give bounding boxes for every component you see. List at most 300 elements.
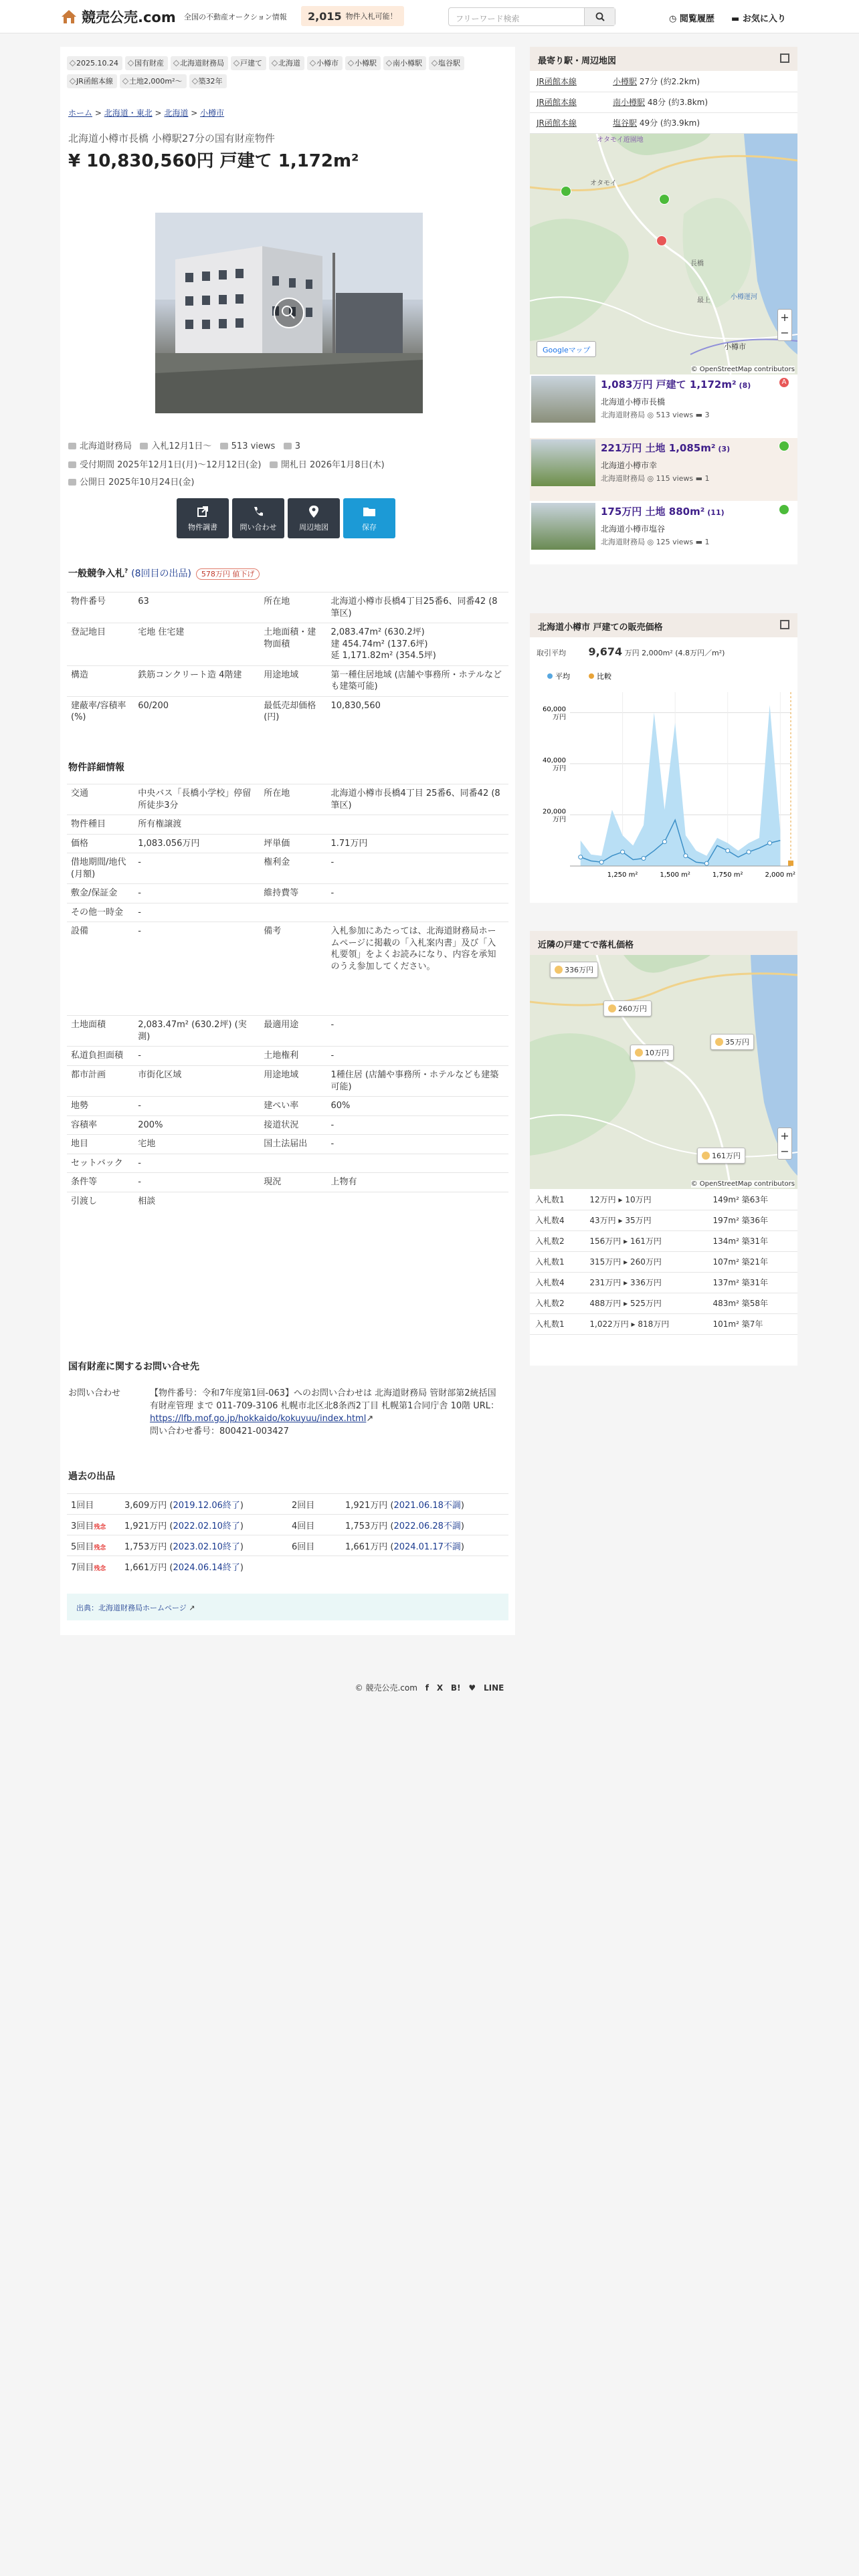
breadcrumb: ホーム > 北海道・東北 > 北海道 > 小樽市: [68, 108, 225, 118]
recent-cell: 入札数1: [530, 1189, 584, 1210]
field-value: -: [326, 884, 508, 903]
breadcrumb-region[interactable]: 北海道・東北: [104, 108, 153, 118]
recent-panel: [530, 931, 797, 1366]
field-value: [326, 1192, 508, 1210]
share-icon[interactable]: B!: [450, 1683, 461, 1693]
station-distance: 48分 (約3.8km): [647, 98, 708, 107]
field-label: その他一時金: [67, 903, 134, 922]
map-pin-icon: [779, 441, 789, 451]
past-date-link[interactable]: 2022.06.28不調: [393, 1521, 461, 1531]
recent-cell: 107m² 築21年: [708, 1251, 797, 1272]
listing-title-text: 175万円 土地 880m²: [601, 505, 705, 518]
bid-section-title: 一般競争入札? (8回目の出品) 578万円 値下げ: [68, 566, 260, 580]
tag-chip[interactable]: 小樽駅: [345, 56, 381, 70]
clock-icon: [68, 479, 76, 486]
listing-files: 1: [704, 473, 710, 483]
station-link[interactable]: 塩谷駅: [613, 118, 638, 128]
field-value: 63: [134, 593, 260, 623]
listing-thumbnail[interactable]: [531, 439, 595, 486]
field-value: -: [134, 1047, 260, 1066]
field-value: 北海道小樽市長橋4丁目25番6、同番42 (8筆区): [326, 593, 508, 623]
table-row: [67, 593, 508, 623]
field-label: 維持費等: [260, 884, 326, 903]
recent-cell: 43万円 ▸ 35万円: [584, 1210, 707, 1230]
field-label: [260, 1154, 326, 1173]
station-link[interactable]: 南小樽駅: [613, 98, 646, 107]
field-label: 用途地域: [260, 665, 326, 696]
table-row: [67, 1154, 508, 1173]
sales-title-text: 北海道小樽市 戸建ての販売価格: [538, 623, 663, 633]
field-value: -: [326, 1016, 508, 1047]
site-header: [0, 0, 859, 33]
map-pin-3[interactable]: [659, 194, 670, 205]
field-value: 市街化区域: [134, 1066, 260, 1097]
line-cell: [530, 92, 610, 112]
listing-count: (3): [718, 444, 731, 453]
table-row: [67, 884, 508, 903]
line-link[interactable]: JR函館本線: [537, 98, 577, 107]
field-value: [326, 815, 508, 835]
avg-point: [662, 840, 666, 844]
listings: [530, 374, 797, 575]
listing-title-text: 221万円 土地 1,085m²: [601, 441, 716, 454]
past-label: [288, 1494, 341, 1515]
past-date-link[interactable]: 2024.01.17不調: [393, 1541, 461, 1552]
tag-chip[interactable]: 小樽市: [307, 56, 343, 70]
source-link[interactable]: 出典：北海道財務局ホームページ: [76, 1604, 187, 1612]
field-label: 借地期間/地代 (月額): [67, 853, 134, 884]
station-row: [530, 92, 797, 112]
property-photo[interactable]: [155, 213, 423, 413]
past-round: 3回目: [71, 1521, 94, 1531]
share-icon[interactable]: LINE: [483, 1683, 504, 1693]
discount-badge: 578万円 値下げ: [196, 568, 260, 580]
calendar-icon: [68, 461, 76, 468]
listing-card[interactable]: [530, 374, 797, 437]
search-button[interactable]: [584, 8, 615, 25]
past-value: 1,753万円 (2023.02.10終了): [120, 1535, 288, 1556]
save-label: 保存: [362, 522, 377, 532]
range-area: [581, 705, 781, 866]
field-label: 土地権利: [260, 1047, 326, 1066]
past-date-link[interactable]: 2021.06.18不調: [393, 1500, 461, 1511]
meta-line-1: [68, 439, 300, 451]
field-value: 入札参加にあたっては、北海道財務局ホームページに掲載の「入札案内書」及び「入札要領」をよくお読みになり、内容を承知のうえ参加してください。: [326, 922, 508, 1016]
past-value: 1,661万円 (2024.06.14終了): [120, 1556, 288, 1577]
share-icon[interactable]: f: [425, 1683, 429, 1693]
zoom-control[interactable]: [777, 309, 792, 341]
past-listings-table: [67, 1493, 508, 1577]
compare-point: [788, 861, 793, 866]
listing-card[interactable]: [530, 438, 797, 501]
inquiry-label: 問い合わせ: [240, 522, 277, 532]
field-value: [326, 1154, 508, 1173]
breadcrumb-pref[interactable]: 北海道: [164, 108, 189, 118]
help-icon[interactable]: ?: [124, 568, 128, 575]
listing-title[interactable]: [601, 377, 751, 391]
past-label: [288, 1535, 341, 1556]
tag-chip[interactable]: 土地2,000m²〜: [120, 74, 187, 88]
contact-number: 問い合わせ番号：800421-003427: [150, 1426, 289, 1436]
recent-title: 近隣の戸建てで落札価格: [530, 931, 797, 955]
field-value: 60%: [326, 1097, 508, 1116]
station-cell: [610, 92, 797, 112]
price-badge[interactable]: [550, 962, 598, 978]
table-row: [67, 1115, 508, 1135]
field-label: 建ぺい率: [260, 1097, 326, 1116]
listing-card[interactable]: [530, 502, 797, 564]
eye-icon: [220, 443, 228, 449]
field-value: -: [326, 1135, 508, 1154]
field-label: 構造: [67, 665, 134, 696]
coin-icon: [702, 1152, 710, 1160]
table-row: [530, 1272, 797, 1293]
recent-cell: 1,022万円 ▸ 818万円: [584, 1313, 707, 1334]
expand-icon[interactable]: [780, 53, 789, 63]
recent-cell: 488万円 ▸ 525万円: [584, 1293, 707, 1313]
map-pin-icon: [307, 505, 320, 518]
recent-cell: 134m² 築31年: [708, 1230, 797, 1251]
field-label: 用途地域: [260, 1066, 326, 1097]
station-link[interactable]: 小樽駅: [613, 76, 638, 86]
avg-point: [599, 860, 603, 864]
listing-agency: 北海道財務局: [601, 537, 645, 546]
past-price: 1,921万円: [345, 1500, 388, 1511]
station-cell: [610, 71, 797, 92]
table-row: [530, 1210, 797, 1230]
page-subtitle: 北海道小樽市長橋 小樽駅27分の国有財産物件: [68, 132, 275, 144]
coin-icon: [715, 1038, 723, 1046]
field-value: -: [134, 1173, 260, 1192]
document-label: 物件調書: [188, 522, 217, 532]
gavel-icon: [140, 443, 148, 449]
zoom-in-icon[interactable]: +: [780, 1130, 789, 1142]
line-link[interactable]: JR函館本線: [537, 118, 577, 128]
sales-avg: 9,674: [588, 645, 623, 658]
price-badge[interactable]: [710, 1034, 754, 1050]
page-title: ¥ 10,830,560円 戸建て 1,172m²: [68, 151, 359, 171]
field-label: 権利金: [260, 853, 326, 884]
building-icon: [68, 443, 76, 449]
past-label: [288, 1556, 341, 1577]
past-price: 1,661万円: [124, 1562, 167, 1573]
past-price: 1,753万円: [345, 1521, 388, 1531]
table-row: [67, 1173, 508, 1192]
listing-title-text: 1,083万円 戸建て 1,172m²: [601, 378, 737, 391]
listing-address: 北海道小樽市長橋: [601, 397, 666, 407]
nearest-panel: [530, 47, 797, 562]
badge-price: 260万円: [618, 1004, 647, 1013]
past-date-link[interactable]: 2019.12.06終了: [173, 1500, 240, 1511]
recent-cell: 101m² 築7年: [708, 1313, 797, 1334]
recent-cell: 483m² 築58年: [708, 1293, 797, 1313]
tagline: 全国の不動産オークション情報: [184, 13, 287, 21]
zoom-in-icon[interactable]: +: [780, 310, 789, 324]
map-image: [530, 134, 797, 374]
logo-text: 競売公売.com: [82, 9, 176, 25]
past-date-link[interactable]: 2022.02.10終了: [173, 1521, 240, 1531]
field-value: -: [134, 884, 260, 903]
price-badge[interactable]: [630, 1045, 674, 1061]
badge-price: 10万円: [645, 1049, 669, 1057]
source-note: [67, 1594, 508, 1620]
detail-table: [67, 784, 508, 1210]
table-row: [67, 815, 508, 835]
favorite-link[interactable]: [731, 11, 786, 24]
table-row: [67, 784, 508, 815]
times-link[interactable]: 8回目の出品: [134, 568, 188, 579]
bid-title: 一般競争入札: [68, 568, 124, 579]
field-label: 私道負担面積: [67, 1047, 134, 1066]
map-label-4: 長橋: [690, 259, 704, 267]
past-round: 5回目: [71, 1541, 94, 1552]
tag-chip[interactable]: 国有財産: [125, 56, 168, 70]
listing-thumbnail[interactable]: [531, 376, 595, 423]
past-price: 1,921万円: [124, 1521, 167, 1531]
listing-agency: 北海道財務局: [601, 410, 645, 419]
past-value: 1,921万円 (2022.02.10終了): [120, 1515, 288, 1535]
recent-cell: 137m² 築31年: [708, 1272, 797, 1293]
y-tick-unit: 万円: [553, 765, 566, 773]
past-result: 残念: [94, 1565, 106, 1572]
clock-icon: ◷: [669, 14, 677, 24]
bid-count-badge: [301, 6, 404, 26]
field-label: セットバック: [67, 1154, 134, 1173]
map-label-6: 小樽運河: [731, 293, 757, 301]
contact-text: 【物件番号：令和7年度第1回-063】へのお問い合わせは 北海道財務局 管財部第2統括国有財産管理 まで 011-709-3106 札幌市北区北8条西2丁目 札幌第1合同庁舎 10階 URL：: [150, 1388, 500, 1411]
recent-cell: 入札数4: [530, 1210, 584, 1230]
field-value: 1,083.056万円: [134, 834, 260, 853]
map-label-1: オタモイ遊園地: [597, 136, 644, 144]
field-value: -: [326, 1115, 508, 1135]
map-label: 周辺地図: [299, 522, 328, 532]
share-icon[interactable]: X: [436, 1683, 444, 1693]
sales-summary: [537, 645, 725, 658]
google-map-button[interactable]: Googleマップ: [537, 341, 596, 357]
tag-chip[interactable]: 2025.10.24: [67, 56, 122, 70]
past-round: 7回目: [71, 1562, 94, 1573]
field-value: 200%: [134, 1115, 260, 1135]
detail-title: 物件詳細情報: [68, 762, 124, 773]
field-value: 1種住居 (店舗や事務所・ホテルなども建築可能): [326, 1066, 508, 1097]
listing-thumbnail[interactable]: [531, 503, 595, 550]
zoom-icon[interactable]: [274, 298, 304, 328]
map-button[interactable]: [288, 498, 340, 538]
avg-point: [704, 861, 708, 865]
breadcrumb-city[interactable]: 小樽市: [200, 108, 225, 118]
contact-label: お問い合わせ: [68, 1388, 121, 1398]
field-value: -: [134, 922, 260, 1016]
field-label: [260, 815, 326, 835]
tag-list: [67, 56, 508, 92]
avg-point: [768, 841, 772, 845]
map-pin-2[interactable]: [561, 186, 571, 197]
field-label: 土地面積: [67, 1016, 134, 1047]
sales-panel: [530, 613, 797, 903]
field-value: [326, 903, 508, 922]
past-round: 6回目: [292, 1541, 315, 1552]
badge-price: 161万円: [712, 1152, 741, 1160]
y-tick-unit: 万円: [553, 816, 566, 824]
past-round: 1回目: [71, 1500, 94, 1511]
price-badge[interactable]: [603, 1000, 652, 1016]
map-pin-1[interactable]: [656, 235, 667, 246]
field-label: 容積率: [67, 1115, 134, 1135]
bid-count: 2,015: [308, 9, 342, 23]
save-button[interactable]: [343, 498, 395, 538]
map-label-2: オタモイ: [590, 179, 617, 187]
favorite-label: お気に入り: [742, 14, 786, 24]
past-value: 1,753万円 (2022.06.28不調): [341, 1515, 508, 1535]
history-link[interactable]: [669, 11, 714, 24]
meta-views: 513 views: [231, 441, 276, 451]
listing-views: 125 views: [656, 537, 694, 546]
field-label: 土地面積・建物面積: [260, 623, 326, 666]
field-label: 条件等: [67, 1173, 134, 1192]
avg-point: [747, 850, 751, 854]
recent-cell: 入札数2: [530, 1293, 584, 1313]
field-label: 登記地目: [67, 623, 134, 666]
summary-table: [67, 592, 508, 727]
building-image: [155, 213, 423, 413]
listing-address: 北海道小樽市塩谷: [601, 524, 666, 534]
field-label: 設備: [67, 922, 134, 1016]
listing-agency: 北海道財務局: [601, 473, 645, 483]
bid-count-suffix: 物件入札可能！: [345, 12, 397, 21]
price-badge[interactable]: [697, 1148, 745, 1164]
field-label: 建蔽率/容積率 (%): [67, 696, 134, 727]
meta-line-2: [68, 457, 385, 470]
tag-chip[interactable]: 南小樽駅: [383, 56, 426, 70]
field-label: 価格: [67, 834, 134, 853]
logo[interactable]: [60, 7, 176, 27]
history-label: 閲覧履歴: [679, 14, 714, 24]
tag-chip[interactable]: 北海道財務局: [171, 56, 228, 70]
document-button[interactable]: [177, 498, 229, 538]
station-row: [530, 71, 797, 92]
tag-chip[interactable]: 塩谷駅: [429, 56, 464, 70]
table-row: [530, 1313, 797, 1334]
past-value: [341, 1556, 508, 1577]
meta-line-3: [68, 475, 194, 488]
table-row: [67, 834, 508, 853]
field-label: 引渡し: [67, 1192, 134, 1210]
meta-agency: 北海道財務局: [80, 441, 132, 451]
field-value: 所有権譲渡: [134, 815, 260, 835]
listing-meta: 北海道財務局 ◎ 125 views ▬ 1: [601, 537, 710, 546]
phone-icon: [252, 505, 265, 518]
field-label: 地勢: [67, 1097, 134, 1116]
field-label: 交通: [67, 784, 134, 815]
x-tick-label: 1,500 m²: [660, 871, 690, 879]
sales-avg-suffix: 万円 2,000m² (4.8万円／m²): [624, 649, 725, 657]
meta-bid-start: 入札12月1日〜: [151, 441, 212, 451]
table-row: [67, 1494, 508, 1515]
external-link-icon: [196, 505, 209, 518]
field-value: 鉄筋コンクリート造 4階建: [134, 665, 260, 696]
past-price: 3,609万円: [124, 1500, 167, 1511]
inquiry-button[interactable]: [232, 498, 284, 538]
legend-cmp-marker: [589, 673, 594, 679]
sales-title: [530, 613, 797, 637]
external-link-icon: ↗: [366, 1413, 374, 1424]
listing-title[interactable]: [601, 504, 725, 518]
recent-map[interactable]: [530, 955, 797, 1189]
line-cell: [530, 112, 610, 133]
listing-title[interactable]: [601, 441, 730, 455]
x-tick-label: 1,750 m²: [712, 871, 743, 879]
tag-chip[interactable]: JR函館本線: [67, 74, 117, 88]
field-value: 2,083.47m² (630.2坪) (実測): [134, 1016, 260, 1047]
recent-cell: 入札数2: [530, 1230, 584, 1251]
field-label: 所在地: [260, 784, 326, 815]
field-label: 坪単価: [260, 834, 326, 853]
table-row: [67, 903, 508, 922]
field-label: 物件番号: [67, 593, 134, 623]
folder-icon: ▬: [731, 14, 740, 24]
contact-body: [150, 1388, 504, 1438]
search-placeholder: フリーワード検索: [456, 14, 520, 23]
expand-icon[interactable]: [780, 620, 789, 629]
past-label: [67, 1494, 120, 1515]
field-value: -: [134, 1154, 260, 1173]
field-label: 都市計画: [67, 1066, 134, 1097]
station-distance: 27分 (約2.2km): [639, 76, 700, 86]
listing-views: 115 views: [656, 473, 694, 483]
field-value: 1.71万円: [326, 834, 508, 853]
tag-chip[interactable]: 北海道: [269, 56, 304, 70]
recent-cell: 12万円 ▸ 10万円: [584, 1189, 707, 1210]
share-icon[interactable]: ♥: [468, 1683, 476, 1693]
listing-files: 1: [704, 537, 710, 546]
x-tick-label: 2,000 m²: [765, 871, 796, 879]
osm-credit: © OpenStreetMap contributors: [690, 365, 795, 373]
past-label: [288, 1515, 341, 1535]
zoom-out-icon[interactable]: −: [780, 326, 789, 339]
line-link[interactable]: JR函館本線: [537, 76, 577, 86]
field-label: 現況: [260, 1173, 326, 1192]
past-value: 3,609万円 (2019.12.06終了): [120, 1494, 288, 1515]
listing-address: 北海道小樽市幸: [601, 460, 658, 470]
station-table: [530, 71, 797, 134]
contact-title: 国有財産に関するお問い合せ先: [68, 1362, 199, 1372]
map-image: [530, 955, 797, 1189]
badge-price: 336万円: [565, 966, 593, 974]
sales-chart: [530, 665, 797, 893]
field-label: 物件種目: [67, 815, 134, 835]
zoom-out-icon[interactable]: −: [780, 1145, 789, 1158]
table-row: [67, 1135, 508, 1154]
nearest-map[interactable]: [530, 134, 797, 374]
osm-credit: © OpenStreetMap contributors: [690, 1180, 795, 1188]
station-cell: [610, 112, 797, 133]
past-date-link[interactable]: 2023.02.10終了: [173, 1541, 240, 1552]
tag-chip[interactable]: 戸建て: [231, 56, 266, 70]
main-content: [60, 47, 515, 1635]
table-row: [67, 1556, 508, 1577]
breadcrumb-home[interactable]: ホーム: [68, 108, 93, 118]
action-buttons: [177, 498, 395, 538]
field-label: 最適用途: [260, 1016, 326, 1047]
contact-url[interactable]: https://lfb.mof.go.jp/hokkaido/kokuyuu/index.html: [150, 1413, 367, 1424]
past-label: [67, 1515, 120, 1535]
logo-icon: [60, 9, 78, 25]
zoom-control[interactable]: [777, 1128, 792, 1160]
search-input[interactable]: [448, 7, 615, 26]
field-value: -: [326, 853, 508, 884]
tag-chip[interactable]: 築32年: [189, 74, 227, 88]
past-date-link[interactable]: 2024.06.14終了: [173, 1562, 240, 1573]
